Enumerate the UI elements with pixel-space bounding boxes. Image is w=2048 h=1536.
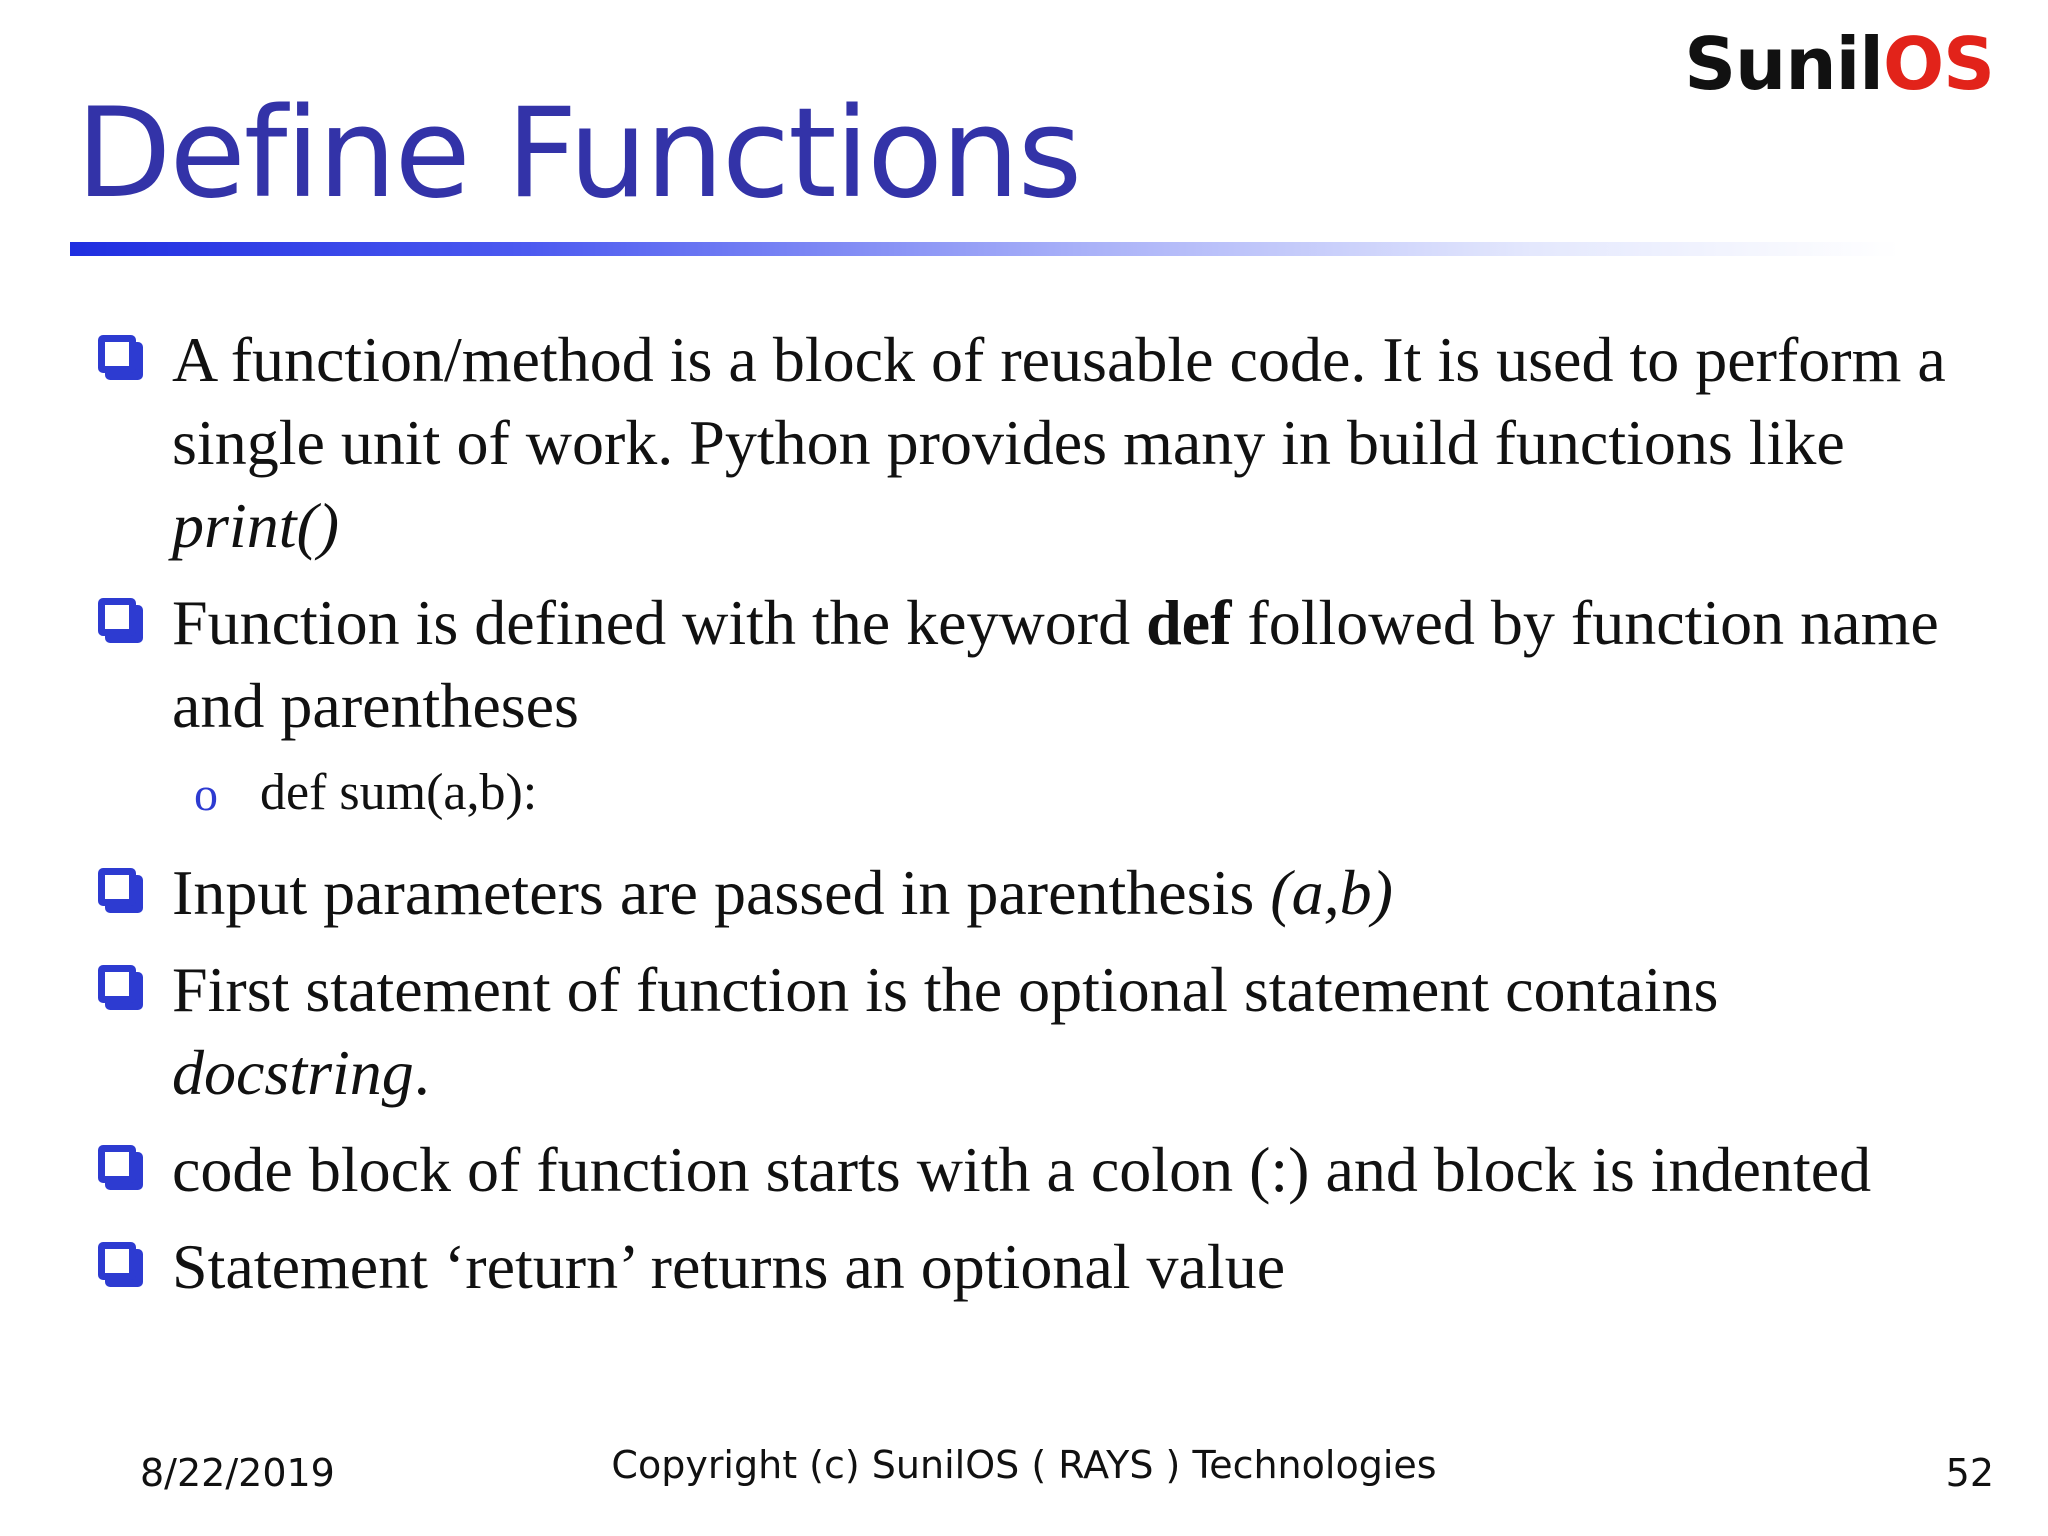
- bullet-item-6: [98, 1225, 1978, 1308]
- bullet-2-text-before: Function is defined with the keyword: [172, 587, 1147, 658]
- slide-title: Define Functions: [76, 82, 1081, 226]
- bullet-1-italic: print(): [172, 490, 340, 561]
- checkbox-bullet-icon: [98, 965, 136, 1003]
- sub-bullet-item: [98, 757, 1978, 829]
- bullet-4-italic: docstring: [172, 1037, 414, 1108]
- footer-date: 8/22/2019: [140, 1451, 335, 1495]
- bullet-4-trail: .: [413, 1037, 430, 1108]
- logo-part-2: OS: [1882, 22, 1994, 106]
- bullet-1-text: A function/method is a block of reusable code. It is used to perform a single unit of work. Python provides many in build functions like: [172, 324, 1946, 478]
- sunilos-logo: [1684, 24, 1994, 104]
- bullet-item-5: [98, 1128, 1978, 1211]
- checkbox-bullet-icon: [98, 335, 136, 373]
- bullet-list: [98, 318, 1978, 1322]
- bullet-2-text-after: followed by function name and parentheses: [172, 587, 1939, 741]
- bullet-item-4: [98, 948, 1978, 1114]
- title-underline: [70, 242, 1900, 256]
- bullet-item-2: [98, 581, 1978, 747]
- logo-part-1: Sunil: [1684, 22, 1883, 106]
- bullet-3-italic: (a,b): [1270, 857, 1393, 928]
- bullet-3-text: Input parameters are passed in parenthesis: [172, 857, 1271, 928]
- checkbox-bullet-icon: [98, 1145, 136, 1183]
- sub-bullet-text: def sum(a,b):: [260, 764, 538, 821]
- bullet-item-1: [98, 318, 1978, 567]
- footer-copyright: Copyright (c) SunilOS ( RAYS ) Technologies: [611, 1443, 1437, 1487]
- page-number: 52: [1945, 1451, 1994, 1495]
- bullet-5-text: code block of function starts with a colon (:) and block is indented: [172, 1134, 1872, 1205]
- bullet-4-text: First statement of function is the optional statement contains: [172, 954, 1719, 1025]
- checkbox-bullet-icon: [98, 598, 136, 636]
- bullet-6-text: Statement ‘return’ returns an optional value: [172, 1231, 1286, 1302]
- circle-bullet-icon: o: [194, 768, 218, 821]
- bullet-item-3: [98, 851, 1978, 934]
- checkbox-bullet-icon: [98, 868, 136, 906]
- checkbox-bullet-icon: [98, 1242, 136, 1280]
- bullet-2-keyword: def: [1146, 587, 1232, 658]
